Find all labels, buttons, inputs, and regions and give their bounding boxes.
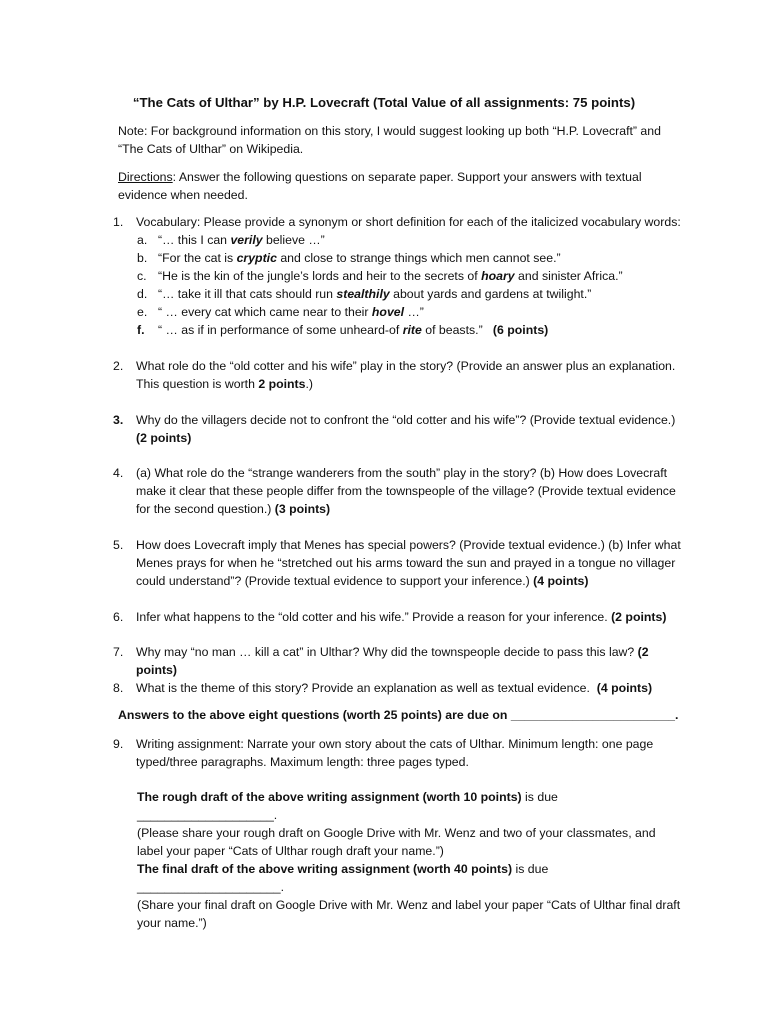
question-number: 5. [113, 538, 124, 552]
vocab-quote-start: “… this I can [158, 233, 231, 247]
vocab-word: hovel [371, 305, 405, 319]
question-text: Why may “no man … kill a cat” in Ulthar? Why did the townspeople decide to pass this law? [136, 645, 635, 659]
question-number: 3. [113, 413, 124, 427]
points-label: (4 points) [596, 681, 653, 695]
question-number: 2. [113, 359, 124, 373]
vocab-item-f [137, 321, 677, 339]
directions-label: Directions [118, 170, 173, 184]
question-text: What is the theme of this story? Provide an explanation as well as textual evidence. [136, 681, 590, 695]
question-number: 8. [113, 681, 124, 695]
points-label: (2 points) [611, 610, 667, 624]
question-number: 1. [113, 215, 124, 229]
vocab-quote-end: and close to strange things which men cannot see.” [276, 251, 561, 265]
directions-text: : Answer the following questions on separate paper. Support your answers with textual evidence when needed. [118, 170, 642, 202]
vocab-quote-start: “For the cat is [158, 251, 237, 265]
points-label: 2 points [258, 377, 306, 391]
question-text: (a) What role do the “strange wanderers from the south” play in the story? (b) How does Lovecraft make it clear that these people differ from the townspeople of the village? (Provide textual evidence for the second question.) [136, 466, 676, 516]
page-title: “The Cats of Ulthar” by H.P. Lovecraft (Total Value of all assignments: 75 points) [132, 95, 636, 110]
vocab-quote-end: believe …” [262, 233, 325, 247]
question-9 [113, 735, 683, 771]
rough-draft-paragraph [137, 788, 682, 860]
vocab-item-e [137, 303, 677, 321]
final-draft-paragraph [137, 860, 682, 932]
question-7 [113, 643, 683, 679]
vocab-letter: a. [137, 233, 148, 247]
question-1 [113, 213, 683, 231]
vocab-quote-start: “ … as if in performance of some unheard-of [158, 323, 403, 337]
vocab-word: rite [402, 323, 422, 337]
question-number: 6. [113, 610, 124, 624]
vocab-letter: d. [137, 287, 148, 301]
vocab-letter: e. [137, 305, 148, 319]
question-8 [113, 679, 683, 697]
note-paragraph: Note: For background information on this story, I would suggest looking up both “H.P. Lovecraft” and “The Cats of Ulthar” on Wikipedia. [118, 124, 661, 156]
rough-draft-due: is due ____________________. [137, 790, 558, 822]
final-draft-label: The final draft of the above writing assignment (worth 40 points) [137, 862, 513, 876]
question-text: Writing assignment: Narrate your own story about the cats of Ulthar. Minimum length: one page typed/three paragraphs. Maximum length: three pages typed. [136, 737, 654, 769]
vocab-item-d [137, 285, 677, 303]
question-6 [113, 608, 683, 626]
points-label: (2 points) [136, 431, 192, 445]
vocab-quote-end: about yards and gardens at twilight.” [389, 287, 592, 301]
vocab-letter: f. [137, 323, 145, 337]
question-number: 7. [113, 645, 124, 659]
final-draft-due: is due _____________________. [137, 862, 549, 894]
vocab-item-c [137, 267, 677, 285]
vocab-word: hoary [481, 269, 515, 283]
final-draft-note: (Share your final draft on Google Drive with Mr. Wenz and label your paper “Cats of Ulthar final draft your name.”) [137, 898, 681, 930]
question-5 [113, 536, 683, 590]
question-text: Vocabulary: Please provide a synonym or short definition for each of the italicized vocabulary words: [136, 215, 681, 229]
vocab-quote-start: “ … every cat which came near to their [158, 305, 372, 319]
vocab-word: cryptic [236, 251, 277, 265]
vocab-word: stealthily [336, 287, 390, 301]
vocab-item-b [137, 249, 677, 267]
rough-draft-note: (Please share your rough draft on Google Drive with Mr. Wenz and two of your classmates, and label your paper “Cats of Ulthar rough draft your name.”) [137, 826, 656, 858]
points-label: (3 points) [274, 502, 331, 516]
question-text: Why do the villagers decide not to confront the “old cotter and his wife”? (Provide textual evidence.) [136, 413, 676, 427]
question-3 [113, 411, 683, 447]
answers-due-line: Answers to the above eight questions (worth 25 points) are due on ________________________. [118, 708, 679, 722]
question-tail: .) [305, 377, 313, 391]
question-number: 4. [113, 466, 124, 480]
directions-paragraph [118, 168, 678, 204]
points-label: (2 points) [136, 645, 649, 677]
vocab-quote-start: “He is the kin of the jungle’s lords and heir to the secrets of [158, 269, 482, 283]
vocab-quote-end: of beasts.” [421, 323, 483, 337]
question-text: What role do the “old cotter and his wife” play in the story? (Provide an answer plus an explanation. This question is worth [136, 359, 676, 391]
vocab-quote-end: and sinister Africa.” [514, 269, 623, 283]
points-label: (4 points) [533, 574, 589, 588]
rough-draft-label: The rough draft of the above writing assignment (worth 10 points) [137, 790, 522, 804]
question-text: How does Lovecraft imply that Menes has special powers? (Provide textual evidence.) (b) Infer what Menes prays for when he “stretched out his arms toward the sun and prayed in a tongue no villager could understand”? (Provide textual evidence to support your inference.) [136, 538, 681, 588]
vocab-letter: c. [137, 269, 147, 283]
vocab-item-a [137, 231, 677, 249]
vocab-quote-start: “… take it ill that cats should run [158, 287, 337, 301]
question-number: 9. [113, 737, 124, 751]
vocab-quote-end: …” [404, 305, 424, 319]
points-label: (6 points) [492, 323, 549, 337]
vocab-letter: b. [137, 251, 148, 265]
question-4 [113, 464, 683, 518]
question-text: Infer what happens to the “old cotter and his wife.” Provide a reason for your inference. [136, 610, 608, 624]
vocab-word: verily [230, 233, 263, 247]
question-2 [113, 357, 683, 393]
